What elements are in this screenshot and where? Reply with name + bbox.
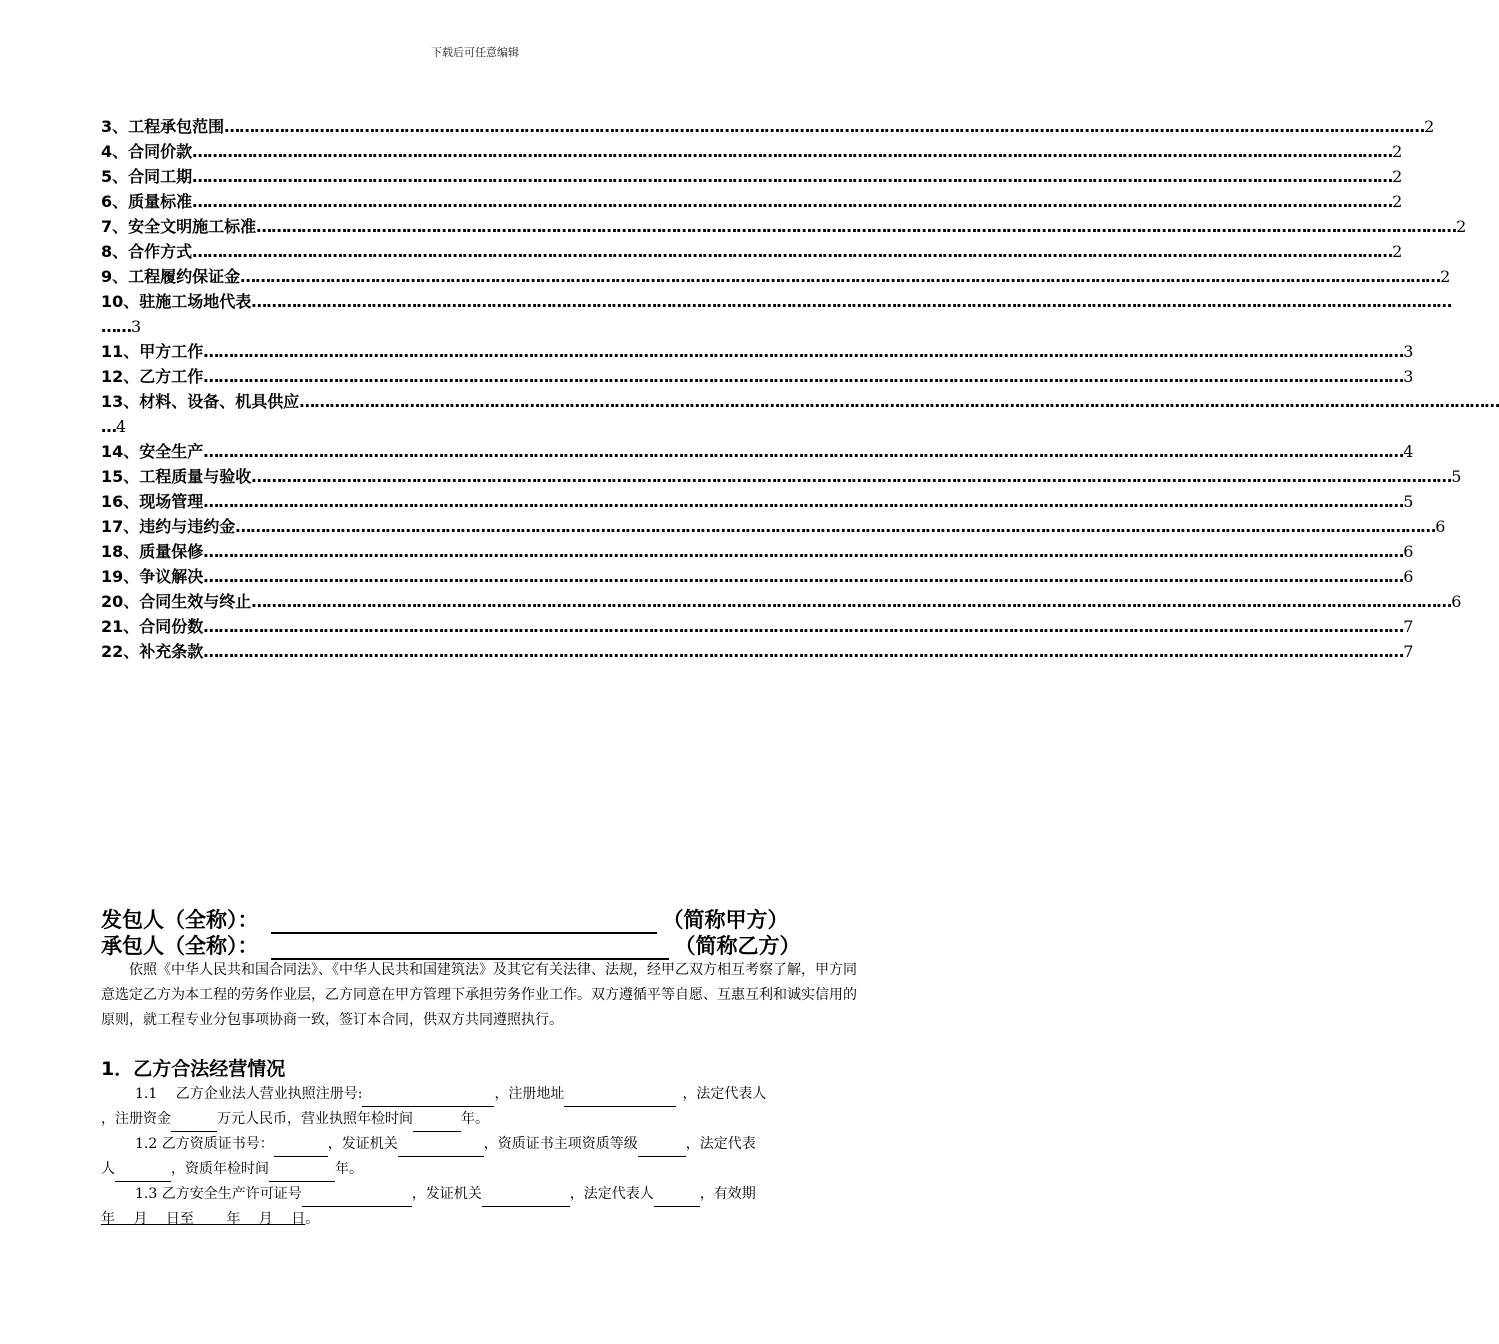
toc-leader-dots: …………………………………………………………………………………………………………………………………………………………………………………………………………………… (251, 292, 1452, 311)
toc-item-label: 4、合同价款 (101, 142, 193, 161)
employer-name-blank[interactable] (271, 910, 657, 934)
toc-leader-dots: …………………………………………………………………………………………………………………………………………………………………………………………………………………… (192, 167, 1393, 186)
clause-1-2-inspect-label: ，资质年检时间 (171, 1161, 269, 1177)
toc-leader-dots: …………………………………………………………………………………………………………………………………………………………………………………………………………………… (251, 592, 1452, 611)
toc-item[interactable] (101, 289, 1452, 314)
toc-item-label: 16、现场管理 (101, 492, 204, 511)
toc-item[interactable] (101, 614, 1414, 639)
clause-1-3-text: 1.3 乙方安全生产许可证号 (135, 1186, 302, 1202)
toc-item-page: 3 (1403, 342, 1414, 361)
toc-item[interactable] (101, 564, 1414, 589)
toc-item-page: 6 (1403, 567, 1414, 586)
clause-1-1-inspect-label: 万元人民币，营业执照年检时间 (217, 1111, 413, 1127)
clause-1-3-validity-label: ，有效期 (699, 1186, 756, 1202)
toc-leader-dots: …………………………………………………………………………………………………………………………………………………………………………………………………………………… (203, 617, 1404, 636)
toc-leader-dots: …………………………………………………………………………………………………………………………………………………………………………………………………………………… (251, 467, 1452, 486)
validity-date-range[interactable]: 年 月 日至 年 月 日 (101, 1211, 306, 1227)
toc-item[interactable] (101, 489, 1414, 514)
toc-item[interactable] (101, 364, 1414, 389)
toc-item[interactable] (101, 589, 1462, 614)
toc-item[interactable] (101, 389, 1499, 414)
qualification-grade-blank[interactable] (638, 1138, 686, 1157)
address-blank[interactable] (564, 1088, 676, 1107)
toc-item-page: 6 (1451, 592, 1462, 611)
toc-leader-dots: …… (101, 317, 131, 336)
employer-label: 发包人（全称）： (101, 908, 259, 932)
clause-1-3-end: 。 (305, 1211, 320, 1227)
toc-item-label: 13、材料、设备、机具供应 (101, 392, 300, 411)
toc-item[interactable] (101, 139, 1403, 164)
qualification-inspection-blank[interactable] (269, 1163, 335, 1182)
page-header: 下载后可任意编辑 (431, 46, 519, 59)
toc-leader-dots: … (101, 417, 116, 436)
toc-leader-dots: …………………………………………………………………………………………………………………………………………………………………………………………………………………… (203, 567, 1404, 586)
toc-item-page: 5 (1403, 492, 1414, 511)
toc-item-label: 12、乙方工作 (101, 367, 204, 386)
contractor-name-blank[interactable] (271, 936, 669, 960)
toc-item-label: 3、工程承包范围 (101, 117, 225, 136)
toc-item-label: 10、驻施工场地代表 (101, 292, 252, 311)
toc-item-page: 4 (116, 417, 127, 436)
toc-item-label: 18、质量保修 (101, 542, 204, 561)
toc-leader-dots: …………………………………………………………………………………………………………………………………………………………………………………………………………………… (203, 342, 1404, 361)
toc-item-page: 2 (1392, 142, 1403, 161)
toc-item-label: 14、安全生产 (101, 442, 204, 461)
toc-item-label: 21、合同份数 (101, 617, 204, 636)
intro-paragraph: 依照《中华人民共和国合同法》、《中华人民共和国建筑法》及其它有关法律、法规，经甲乙双方相互考察了解，甲方同意选定乙方为本工程的劳务作业层，乙方同意在甲方管理下承担劳务作业工作。双方遵循平等自愿、互惠互利和诚实信用的原则，就工程专业分包事项协商一致，签订本合同，供双方共同遵照执行。 (101, 962, 857, 1028)
toc-item-label: 5、合同工期 (101, 167, 193, 186)
employer-abbr: （简称甲方） (662, 908, 789, 932)
toc-item-page: 3 (1403, 367, 1414, 386)
toc-leader-dots: …………………………………………………………………………………………………………………………………………………………………………………………………………………… (192, 192, 1393, 211)
clause-1-2-authority-label: ，发证机关 (327, 1136, 398, 1152)
legal-rep-blank[interactable] (115, 1163, 171, 1182)
clause-1-2-end: 年。 (335, 1161, 363, 1177)
clause-1-3-rep-label: ，法定代表人 (569, 1186, 654, 1202)
toc-item-page: 7 (1403, 642, 1414, 661)
toc-item-page: 2 (1392, 167, 1403, 186)
toc-leader-dots: …………………………………………………………………………………………………………………………………………………………………………………………………………………… (203, 642, 1404, 661)
clause-1-1-address-label: ，注册地址 (494, 1086, 565, 1102)
toc-item[interactable] (101, 339, 1414, 364)
license-number-blank[interactable] (362, 1088, 494, 1107)
toc-item[interactable] (101, 539, 1414, 564)
toc-item[interactable] (101, 214, 1467, 239)
toc-item-label: 17、违约与违约金 (101, 517, 236, 536)
toc-item-page: 6 (1435, 517, 1446, 536)
contractor-label: 承包人（全称）： (101, 934, 259, 958)
toc-item-continuation (101, 414, 859, 439)
clause-1-1-end: 年。 (461, 1111, 489, 1127)
inspection-year-blank[interactable] (413, 1113, 461, 1132)
toc-leader-dots: …………………………………………………………………………………………………………………………………………………………………………………………………………………… (240, 267, 1441, 286)
toc-item[interactable] (101, 264, 1451, 289)
clause-1-2-line2 (101, 1157, 859, 1182)
toc-item[interactable] (101, 164, 1403, 189)
toc-leader-dots: …………………………………………………………………………………………………………………………………………………………………………………………………………………… (224, 117, 1425, 136)
clause-1-2-grade-label: ，资质证书主项资质等级 (483, 1136, 638, 1152)
toc-item-label: 11、甲方工作 (101, 342, 204, 361)
clause-1-2-line1 (101, 1132, 859, 1157)
employer-line (101, 906, 861, 934)
toc-item[interactable] (101, 439, 1414, 464)
toc-item-page: 5 (1451, 467, 1462, 486)
toc-item-label: 22、补充条款 (101, 642, 204, 661)
toc-item-label: 6、质量标准 (101, 192, 193, 211)
toc-item-page: 2 (1424, 117, 1435, 136)
clause-1-3-line2 (101, 1207, 859, 1232)
clause-1-3-line1 (101, 1182, 859, 1207)
clause-1-3-authority-label: ，发证机关 (411, 1186, 482, 1202)
toc-item-label: 19、争议解决 (101, 567, 204, 586)
toc-item-label: 8、合作方式 (101, 242, 193, 261)
section-1-title: 1．乙方合法经营情况 (101, 1058, 286, 1080)
clause-1-2-text: 1.2 乙方资质证书号： (135, 1136, 274, 1152)
toc-item-label: 20、合同生效与终止 (101, 592, 252, 611)
clause-1-2-rep-suffix: 人 (101, 1161, 115, 1177)
toc-item-page: 4 (1403, 442, 1414, 461)
toc-item-page: 2 (1392, 242, 1403, 261)
toc-leader-dots: …………………………………………………………………………………………………………………………………………………………………………………………………………………… (299, 392, 1499, 411)
toc-item-page: 2 (1392, 192, 1403, 211)
toc-item[interactable] (101, 114, 1435, 139)
issuing-authority-blank[interactable] (398, 1138, 484, 1157)
clause-1-1-line1 (101, 1082, 859, 1107)
clause-1-2-rep-label: ，法定代表 (685, 1136, 756, 1152)
toc-item-page: 3 (131, 317, 142, 336)
toc-leader-dots: …………………………………………………………………………………………………………………………………………………………………………………………………………………… (235, 517, 1436, 536)
toc-item-label: 9、工程履约保证金 (101, 267, 241, 286)
safety-rep-blank[interactable] (654, 1188, 700, 1207)
toc-item-label: 7、安全文明施工标准 (101, 217, 257, 236)
section-1-body (101, 1082, 859, 1232)
qualification-number-blank[interactable] (274, 1138, 328, 1157)
toc-leader-dots: …………………………………………………………………………………………………………………………………………………………………………………………………………………… (203, 542, 1404, 561)
clause-1-1-capital-label: ，注册资金 (101, 1111, 171, 1127)
toc-item-page: 2 (1440, 267, 1451, 286)
safety-authority-blank[interactable] (482, 1188, 570, 1207)
intro-paragraph-block (101, 958, 859, 1033)
toc-item-label: 15、工程质量与验收 (101, 467, 252, 486)
contractor-abbr: （简称乙方） (674, 934, 801, 958)
toc-leader-dots: …………………………………………………………………………………………………………………………………………………………………………………………………………………… (203, 367, 1404, 386)
clause-1-1-line2 (101, 1107, 859, 1132)
toc-leader-dots: …………………………………………………………………………………………………………………………………………………………………………………………………………………… (192, 242, 1393, 261)
toc-item[interactable] (101, 189, 1403, 214)
toc-item[interactable] (101, 514, 1446, 539)
toc-item-page: 2 (1456, 217, 1467, 236)
capital-blank[interactable] (171, 1113, 217, 1132)
toc-leader-dots: …………………………………………………………………………………………………………………………………………………………………………………………………………………… (203, 442, 1404, 461)
toc-leader-dots: …………………………………………………………………………………………………………………………………………………………………………………………………………………… (192, 142, 1393, 161)
table-of-contents (101, 114, 1499, 664)
toc-item-continuation (101, 314, 859, 339)
toc-leader-dots: …………………………………………………………………………………………………………………………………………………………………………………………………………………… (203, 492, 1404, 511)
toc-item[interactable] (101, 239, 1403, 264)
toc-item[interactable] (101, 464, 1462, 489)
toc-leader-dots: …………………………………………………………………………………………………………………………………………………………………………………………………………………… (256, 217, 1457, 236)
clause-1-1-text: 1.1 乙方企业法人营业执照注册号: (135, 1086, 363, 1102)
contractor-line (101, 932, 861, 960)
safety-license-blank[interactable] (302, 1188, 412, 1207)
clause-1-1-rep-label: ，法定代表人 (682, 1086, 767, 1102)
toc-item[interactable] (101, 639, 1414, 664)
toc-item-page: 6 (1403, 542, 1414, 561)
toc-item-page: 7 (1403, 617, 1414, 636)
